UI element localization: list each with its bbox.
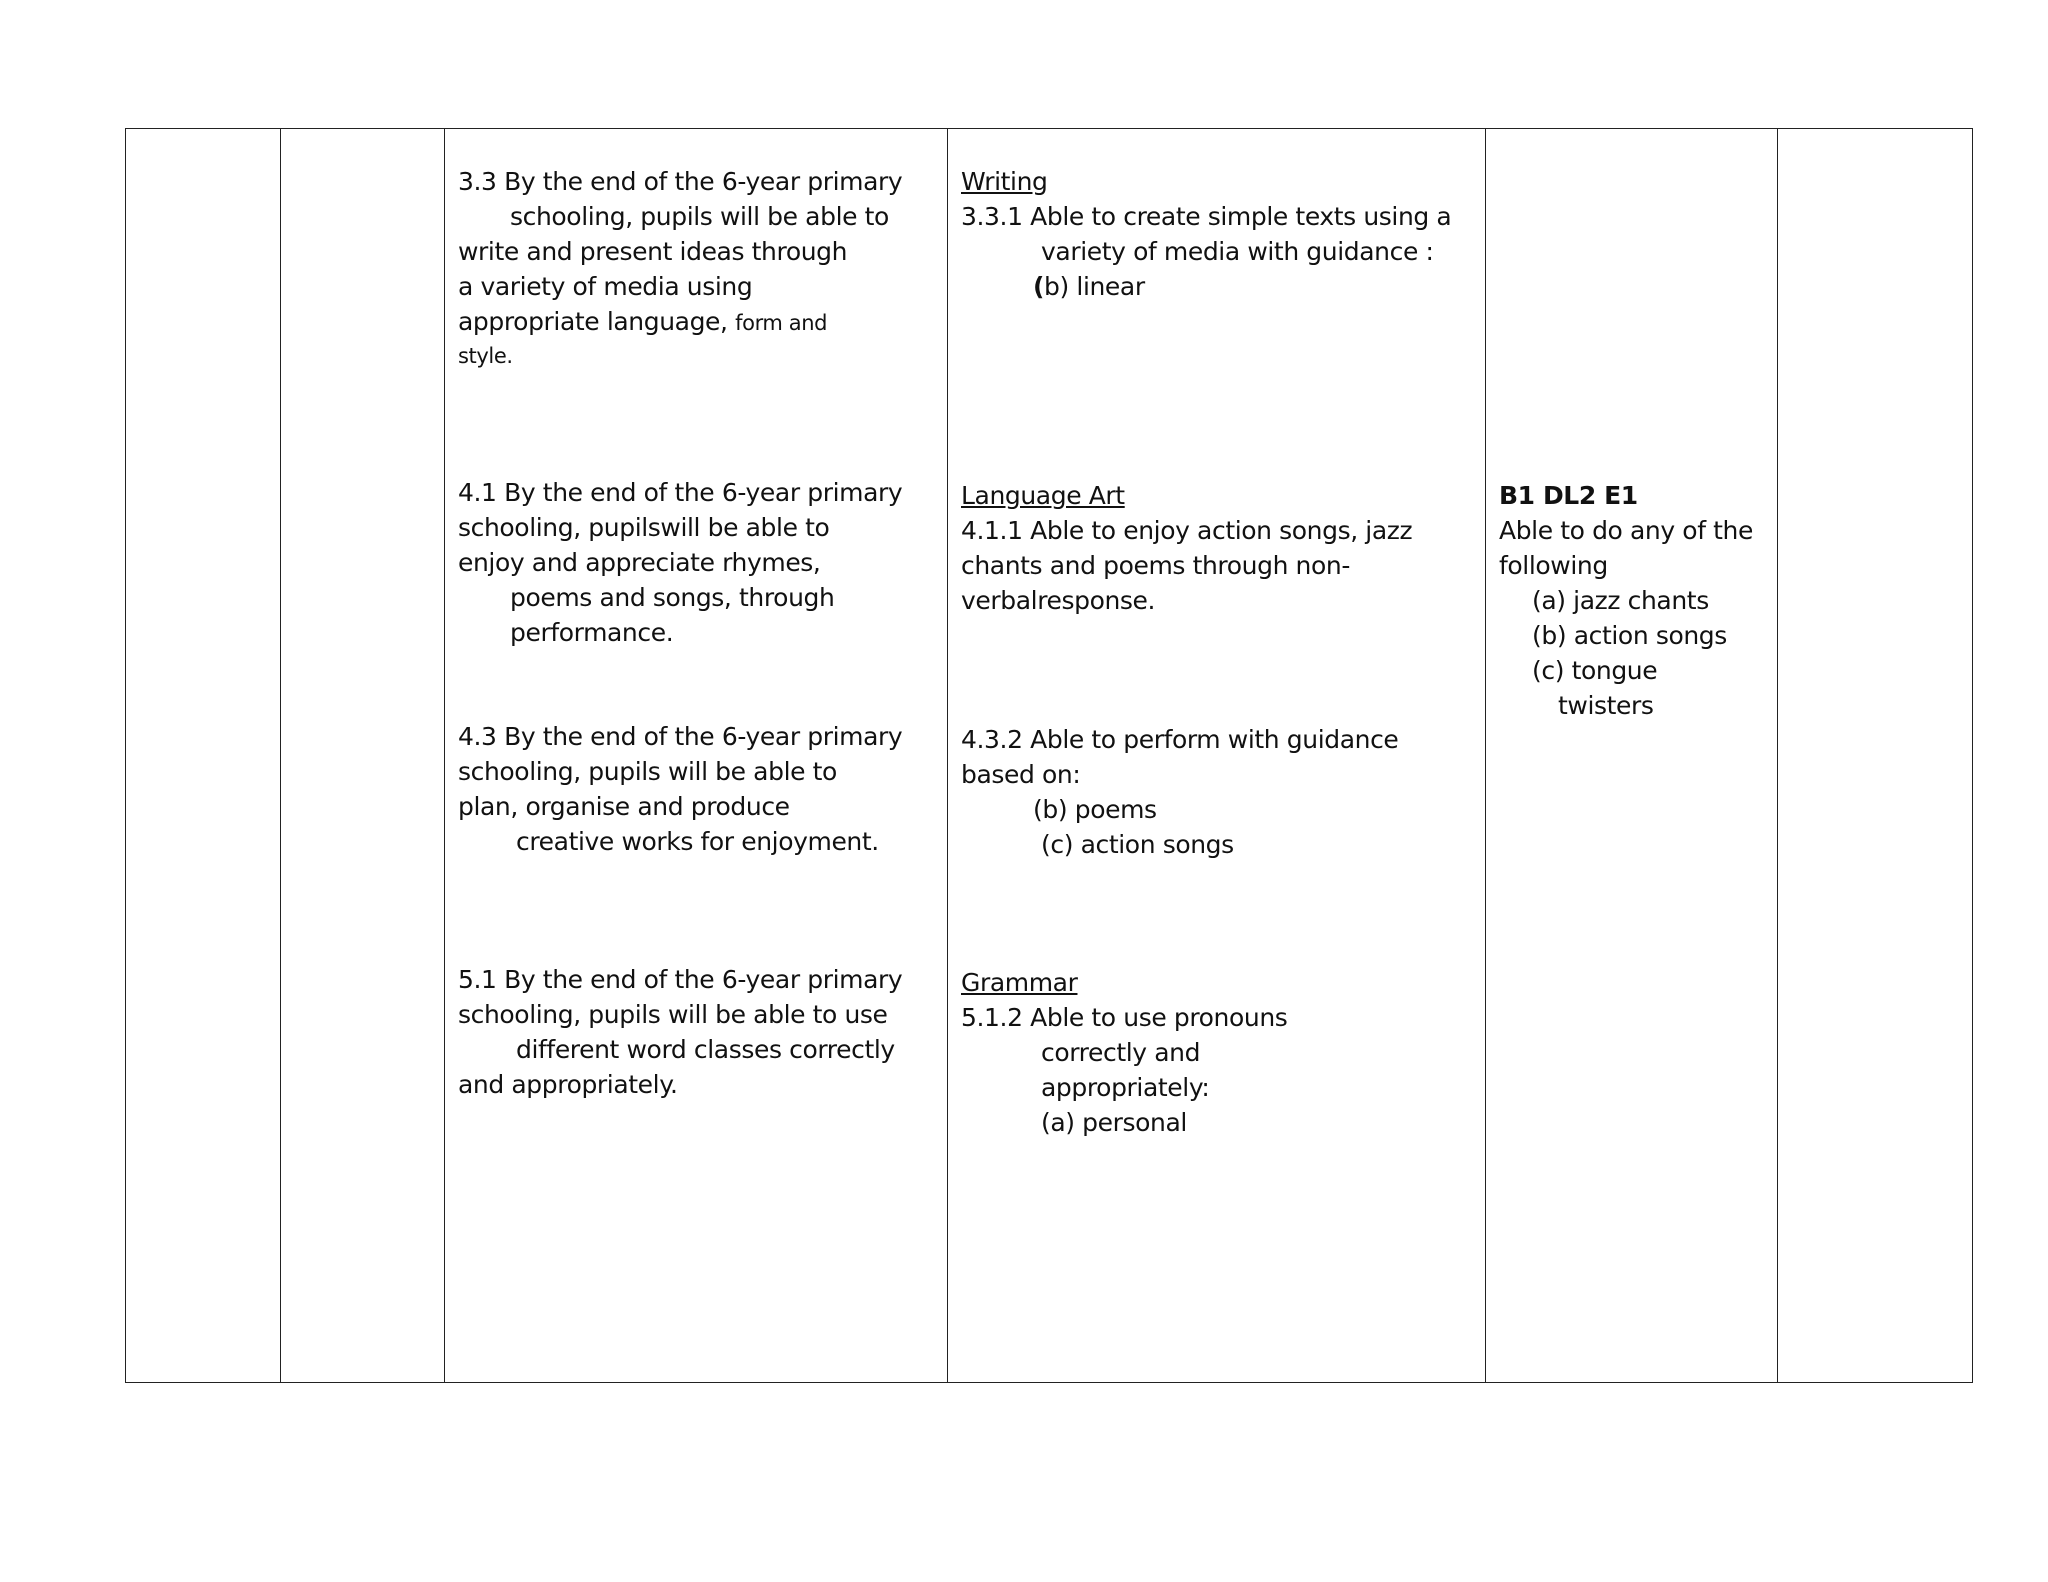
curriculum-table — [125, 128, 1973, 1383]
text-line: plan, organise and produce — [458, 792, 790, 821]
text-line: 3.3.1 Able to create simple texts using a — [961, 202, 1452, 231]
text-line: 4.1 By the end of the 6-year primary — [458, 478, 903, 507]
text-line: (b) action songs — [1532, 621, 1727, 650]
text-line: chants and poems through non- — [961, 551, 1350, 580]
text-line: (b) poems — [1033, 795, 1157, 824]
text-line: 5.1 By the end of the 6-year primary — [458, 965, 903, 994]
text-line — [458, 304, 902, 339]
text-run: b) linear — [1044, 272, 1145, 301]
cell-notes — [1778, 129, 1973, 1383]
text-line: different word classes correctly — [516, 1035, 895, 1064]
text-line: (a) jazz chants — [1532, 586, 1709, 615]
text-line: based on: — [961, 760, 1081, 789]
text-line: 3.3 By the end of the 6-year primary — [458, 167, 903, 196]
text-line: (c) action songs — [1041, 830, 1234, 859]
text-line: verbalresponse. — [961, 586, 1156, 615]
cell-theme — [126, 129, 281, 1383]
content-standard-5-1 — [458, 962, 902, 1102]
text-line: twisters — [1558, 691, 1654, 720]
text-run: appropriate language, — [458, 307, 736, 336]
text-line: schooling, pupils will be able to — [510, 202, 889, 231]
text-line: 4.3.2 Able to perform with guidance — [961, 725, 1399, 754]
learning-standard-language-art — [961, 478, 1412, 618]
text-line: following — [1499, 551, 1608, 580]
cell-topic — [281, 129, 445, 1383]
text-line: Able to do any of the — [1499, 516, 1753, 545]
text-line: schooling, pupils will be able to use — [458, 1000, 888, 1029]
cell-performance-standards — [1486, 129, 1778, 1383]
learning-standard-grammar — [961, 965, 1287, 1140]
learning-standard-4-3-2 — [961, 722, 1398, 862]
text-line: appropriately: — [1041, 1073, 1210, 1102]
text-line: and appropriately. — [458, 1070, 678, 1099]
text-line: correctly and — [1041, 1038, 1201, 1067]
text-line: style. — [458, 344, 513, 368]
text-run: ( — [1033, 272, 1045, 301]
text-line: 4.1.1 Able to enjoy action songs, jazz — [961, 516, 1413, 545]
text-line: poems and songs, through — [510, 583, 835, 612]
text-line: (a) personal — [1041, 1108, 1187, 1137]
content-standard-4-1 — [458, 475, 902, 650]
learning-standard-writing — [961, 164, 1451, 304]
text-line: 5.1.2 Able to use pronouns — [961, 1003, 1288, 1032]
text-line: schooling, pupilswill be able to — [458, 513, 830, 542]
text-line: 4.3 By the end of the 6-year primary — [458, 722, 903, 751]
band-label: B1 DL2 E1 — [1499, 481, 1638, 510]
table-row — [126, 129, 1973, 1383]
text-run: form and — [735, 311, 828, 335]
performance-standard-b1-dl2-e1 — [1499, 478, 1753, 723]
section-heading: Grammar — [961, 968, 1078, 997]
section-heading: Writing — [961, 167, 1048, 196]
text-line: enjoy and appreciate rhymes, — [458, 548, 821, 577]
cell-learning-standards — [948, 129, 1486, 1383]
text-line: (c) tongue — [1532, 656, 1658, 685]
text-line: write and present ideas through — [458, 237, 848, 266]
text-line: a variety of media using — [458, 272, 753, 301]
text-line: variety of media with guidance : — [1041, 237, 1434, 266]
cell-content-standards — [445, 129, 948, 1383]
content-standard-3-3 — [458, 164, 902, 374]
text-line: creative works for enjoyment. — [516, 827, 879, 856]
section-heading: Language Art — [961, 481, 1125, 510]
text-line — [961, 269, 1451, 304]
text-line: performance. — [510, 618, 674, 647]
content-standard-4-3 — [458, 719, 902, 859]
text-line: schooling, pupils will be able to — [458, 757, 837, 786]
